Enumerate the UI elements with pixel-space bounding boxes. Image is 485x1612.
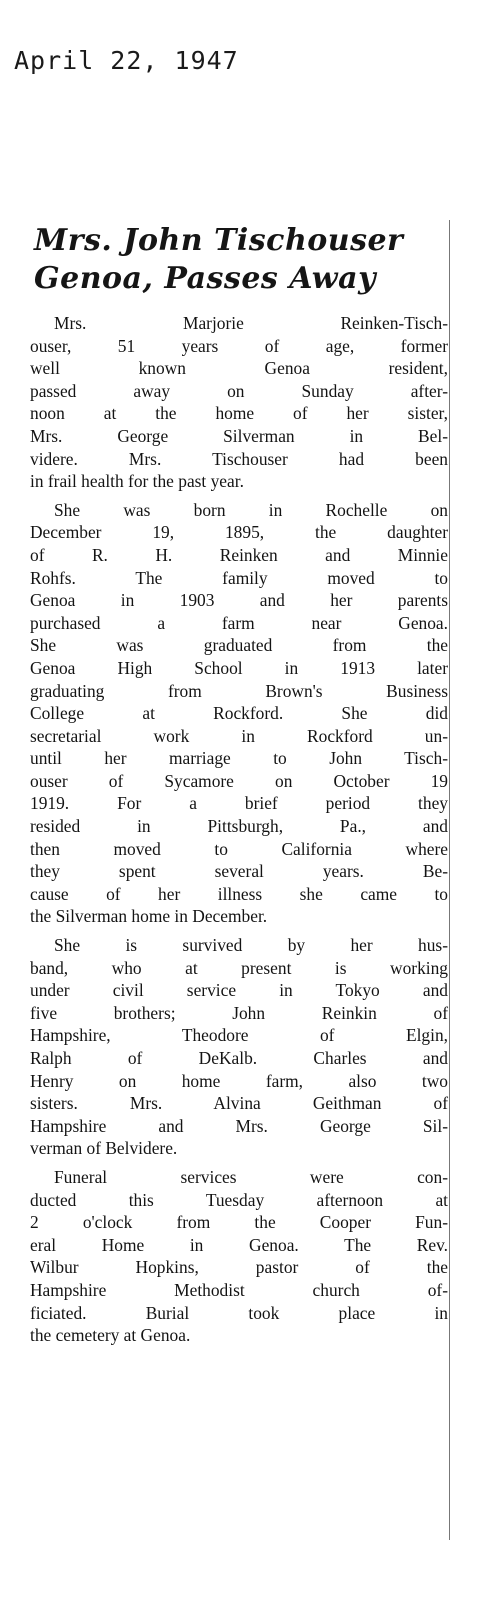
article-line: they spent several years. Be- xyxy=(30,861,448,882)
headline-line: Mrs. John Tischouser xyxy=(34,223,404,258)
article-line: 1919. For a brief period they xyxy=(30,793,448,814)
article-line: Hampshire Methodist church of- xyxy=(30,1279,448,1300)
article-line: the cemetery at Genoa. xyxy=(30,1325,191,1346)
article-line: December 19, 1895, the daughter xyxy=(30,522,448,543)
article-line: ouser of Sycamore on October 19 xyxy=(30,770,448,791)
article-line: She was graduated from the xyxy=(30,635,448,656)
article-paragraph xyxy=(30,499,448,928)
article-line: Genoa High School in 1913 later xyxy=(30,657,448,678)
article-paragraph xyxy=(30,1166,448,1347)
article-line: ficiated. Burial took place in xyxy=(30,1302,448,1323)
article-line: eral Home in Genoa. The Rev. xyxy=(30,1234,448,1255)
article-line: Hampshire, Theodore of Elgin, xyxy=(30,1025,448,1046)
article-line: until her marriage to John Tisch- xyxy=(30,748,448,769)
article-line: verman of Belvidere. xyxy=(30,1138,178,1159)
article-line: Hampshire and Mrs. George Sil- xyxy=(30,1115,448,1136)
article-line: noon at the home of her sister, xyxy=(30,403,448,424)
article-line: in frail health for the past year. xyxy=(30,471,244,492)
article-paragraph xyxy=(30,934,448,1160)
article-line: videre. Mrs. Tischouser had been xyxy=(30,448,448,469)
article-line: She is survived by her hus- xyxy=(54,935,448,956)
article-line: cause of her illness she came to xyxy=(30,883,448,904)
article-line: sisters. Mrs. Alvina Geithman of xyxy=(30,1093,448,1114)
article-line: well known Genoa resident, xyxy=(30,358,448,379)
headline-line: Genoa, Passes Away xyxy=(34,261,377,296)
article-line: Mrs. George Silverman in Bel- xyxy=(30,425,448,446)
article-body xyxy=(30,312,448,1347)
article-line: 2 o'clock from the Cooper Fun- xyxy=(30,1212,448,1233)
article-line: graduating from Brown's Business xyxy=(30,680,448,701)
article-line: Wilbur Hopkins, pastor of the xyxy=(30,1257,448,1278)
article-line: Rohfs. The family moved to xyxy=(30,567,448,588)
article-paragraph xyxy=(30,312,448,493)
article-line: five brothers; John Reinkin of xyxy=(30,1002,448,1023)
article-line: then moved to California where xyxy=(30,838,448,859)
article-line: Henry on home farm, also two xyxy=(30,1070,448,1091)
article-line: She was born in Rochelle on xyxy=(54,499,448,520)
article-line: resided in Pittsburgh, Pa., and xyxy=(30,816,448,837)
article-line: ducted this Tuesday afternoon at xyxy=(30,1189,448,1210)
column-rule xyxy=(449,220,450,1540)
article-line: Genoa in 1903 and her parents xyxy=(30,590,448,611)
article-line: of R. H. Reinken and Minnie xyxy=(30,544,448,565)
article-headline xyxy=(30,222,448,298)
clipping-date: April 22, 1947 xyxy=(14,46,239,75)
article-line: Funeral services were con- xyxy=(54,1166,448,1187)
article-line: purchased a farm near Genoa. xyxy=(30,612,448,633)
newspaper-clipping xyxy=(30,222,448,1522)
article-line: Ralph of DeKalb. Charles and xyxy=(30,1048,448,1068)
article-line: ouser, 51 years of age, former xyxy=(30,335,448,356)
article-line: College at Rockford. She did xyxy=(30,703,448,724)
article-line: passed away on Sunday after- xyxy=(30,380,448,401)
article-line: the Silverman home in December. xyxy=(30,906,268,927)
article-line: under civil service in Tokyo and xyxy=(30,980,448,1001)
article-line: band, who at present is working xyxy=(30,957,448,978)
article-line: secretarial work in Rockford un- xyxy=(30,725,448,746)
article-line: Mrs. Marjorie Reinken-Tisch- xyxy=(54,313,448,333)
